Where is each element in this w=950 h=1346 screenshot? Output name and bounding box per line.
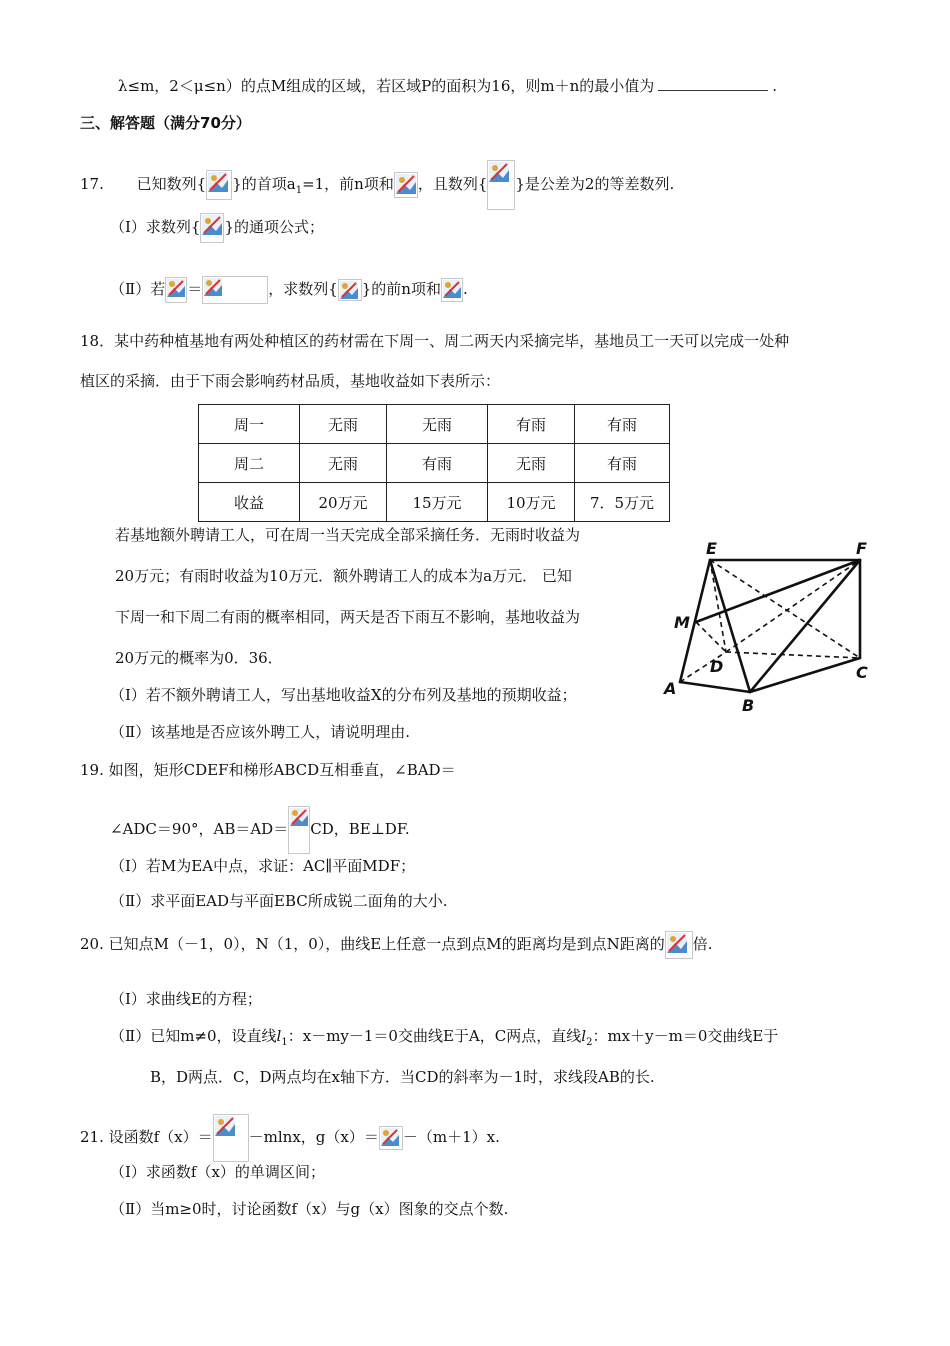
q18-part2: （Ⅱ）该基地是否应该外聘工人，请说明理由. <box>110 723 410 741</box>
formula-image-icon <box>165 277 187 303</box>
q17-part1: （Ⅰ）求数列{ }的通项公式； <box>110 213 324 243</box>
geometry-figure <box>660 540 880 719</box>
q20-stem: 20. 已知点M（－1，0），N（1，0），曲线E上任意一点到点M的距离均是到点N距离的 倍. <box>80 931 713 959</box>
label-b: B <box>742 696 755 715</box>
q18-stem-line1: 18．某中药种植基地有两处种植区的药材需在下周一、周二两天内采摘完毕，基地员工一天可以完成一处种 <box>80 332 790 350</box>
formula-image-icon <box>441 278 463 302</box>
label-m: M <box>674 613 690 632</box>
label-c: C <box>856 663 868 682</box>
label-e: E <box>706 540 717 558</box>
label-f: F <box>856 540 867 558</box>
q21-part2: （Ⅱ）当m≥0时，讨论函数f（x）与g（x）图象的交点个数. <box>110 1200 509 1218</box>
q16-tail: λ≤m，2＜μ≤n）的点M组成的区域，若区域P的面积为16，则m＋n的最小值为 . <box>118 77 778 95</box>
q17-part2: （Ⅱ）若 ＝ ，求数列{ }的前n项和 . <box>110 276 468 304</box>
q21-stem: 21. 设函数f（x）＝ －mlnx，g（x）＝ －（m＋1）x. <box>80 1114 500 1162</box>
q18-part1: （Ⅰ）若不额外聘请工人，写出基地收益X的分布列及基地的预期收益； <box>110 686 577 704</box>
section-heading: 三、解答题（满分70分） <box>80 114 251 132</box>
table-row: 收益 20万元 15万元 10万元 7．5万元 <box>199 483 670 522</box>
formula-image-icon <box>487 160 515 210</box>
formula-image-icon <box>665 931 693 959</box>
formula-image-icon <box>394 172 418 198</box>
label-d: D <box>710 657 724 676</box>
formula-image-icon <box>206 170 232 200</box>
q19-part2: （Ⅱ）求平面EAD与平面EBC所成锐二面角的大小. <box>110 892 448 910</box>
label-a: A <box>664 679 677 698</box>
answer-blank <box>658 76 768 91</box>
table-row: 周二 无雨 有雨 无雨 有雨 <box>199 444 670 483</box>
q16-text: λ≤m，2＜μ≤n）的点M组成的区域，若区域P的面积为16，则m＋n的最小值为 <box>118 77 655 95</box>
q20-part2-line2: B，D两点．C，D两点均在x轴下方．当CD的斜率为－1时，求线段AB的长. <box>150 1068 655 1086</box>
formula-image-icon <box>202 276 268 304</box>
q18-body-line1: 若基地额外聘请工人，可在周一当天完成全部采摘任务．无雨时收益为 <box>115 526 581 544</box>
q18-body-line4: 20万元的概率为0．36． <box>115 649 283 667</box>
formula-image-icon <box>379 1126 403 1150</box>
formula-image-icon <box>288 806 310 854</box>
q17-stem: 17. 已知数列{ }的首项$a_1=1$，前n项和 ，且数列{ }是公差为2的等差数列. <box>80 160 674 210</box>
q19-stem-line1: 19. 如图，矩形CDEF和梯形ABCD互相垂直，∠BAD＝ <box>80 761 456 779</box>
q21-part1: （Ⅰ）求函数f（x）的单调区间； <box>110 1163 325 1181</box>
q18-stem-line2: 植区的采摘．由于下雨会影响药材品质，基地收益如下表所示： <box>80 372 501 390</box>
q19-part1: （Ⅰ）若M为EA中点，求证：AC∥平面MDF； <box>110 857 416 875</box>
table-row: 周一 无雨 无雨 有雨 有雨 <box>199 405 670 444</box>
q19-stem-line2: ∠ADC＝90°，AB＝AD＝ CD，BE⊥DF. <box>110 806 410 854</box>
q18-body-line2: 20万元；有雨时收益为10万元．额外聘请工人的成本为a万元． 已知 <box>115 567 572 585</box>
formula-image-icon <box>338 279 362 301</box>
prism-diagram <box>660 540 880 715</box>
q20-part2-line1: （Ⅱ）已知m≠0，设直线$l_1$：x－my－1＝0交曲线E于A，C两点，直线$l_2$：mx＋y－m＝0交曲线E于 <box>110 1027 779 1048</box>
formula-image-icon <box>213 1114 249 1162</box>
q18-body-line3: 下周一和下周二有雨的概率相同，两天是否下雨互不影响，基地收益为 <box>115 608 581 626</box>
formula-image-icon <box>200 213 224 243</box>
yield-table <box>198 404 670 522</box>
q20-part1: （Ⅰ）求曲线E的方程； <box>110 990 262 1008</box>
